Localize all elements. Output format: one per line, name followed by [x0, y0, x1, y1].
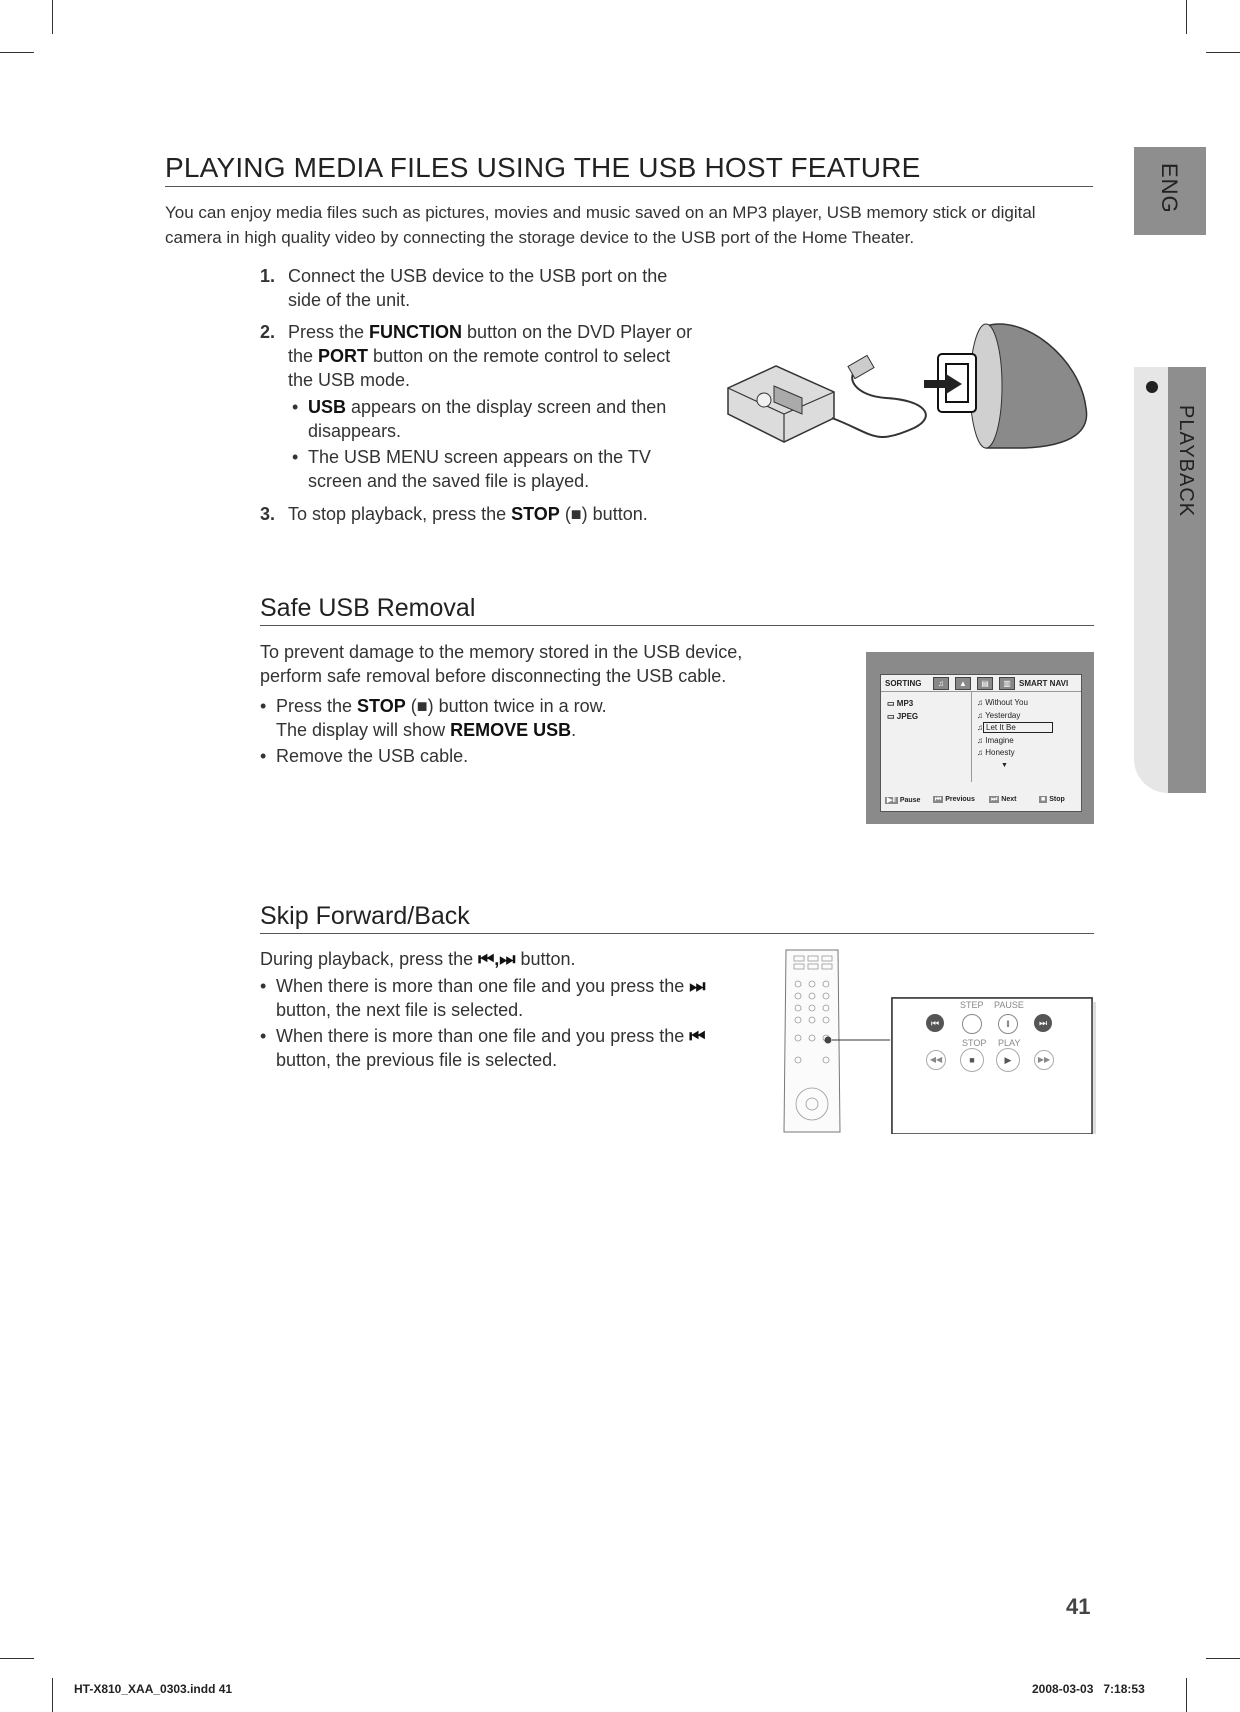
pause-icon: ▶‖: [887, 797, 896, 804]
play-icon[interactable]: ▶: [996, 1048, 1020, 1072]
step-button[interactable]: [962, 1014, 982, 1034]
crop-mark: [0, 1658, 34, 1659]
scroll-down-icon[interactable]: ▼: [1001, 761, 1008, 769]
skip-bullet-1: • When there is more than one file and you press the ⏭ button, the next file is selected.: [260, 976, 706, 1020]
skip-bullet-2: • When there is more than one file and you press the ⏮ button, the previous file is selected.: [260, 1026, 706, 1070]
next-control[interactable]: ⏭ Next: [991, 796, 1017, 803]
folder-item[interactable]: ▭ MP3: [887, 699, 914, 708]
crop-mark: [1206, 1658, 1240, 1659]
folder-icon: ▭: [887, 712, 897, 721]
remote-zoom-panel: [892, 998, 1092, 1134]
page-number: 41: [1066, 1594, 1091, 1619]
bullet-icon: [1146, 381, 1158, 393]
song-item-selected[interactable]: ♫ Let It Be: [977, 722, 1077, 735]
previous-icon: ⏮: [935, 796, 942, 803]
stop-icon: ■: [1041, 796, 1046, 803]
folder-list: [887, 697, 918, 723]
movie-icon: ▤: [977, 677, 993, 690]
skip-heading: Skip Forward/Back: [260, 902, 1094, 934]
song-item[interactable]: ♫ Imagine: [977, 735, 1014, 745]
song-item[interactable]: ♫ Yesterday: [977, 710, 1021, 720]
home-theater-unit-icon: [924, 324, 1087, 448]
crop-mark: [0, 52, 34, 53]
next-icon: ⏭: [991, 796, 998, 803]
stop-label: STOP: [962, 1038, 987, 1048]
song-item[interactable]: ♫ Without You: [977, 698, 1028, 707]
safe-removal-paragraph: To prevent damage to the memory stored in the USB device, perform safe removal before disconnecting the USB cable.: [260, 642, 743, 686]
crop-mark: [52, 1678, 53, 1712]
skip-paragraph: During playback, press the ⏮,⏭ button.: [260, 949, 576, 969]
skip-back-icon[interactable]: ⏮: [926, 1014, 944, 1032]
usb-connection-illustration: [724, 318, 1094, 458]
intro-paragraph: You can enjoy media files such as pictures, movies and music saved on an MP3 player, USB memory stick or digital camera in high quality video by connecting the storage device to the USB port of the Home Theater.: [165, 203, 1036, 247]
step-3: 3. To stop playback, press the STOP (■) button.: [260, 504, 648, 524]
safe-removal-heading: Safe USB Removal: [260, 594, 1094, 626]
mp3-player-icon: [728, 366, 834, 442]
folder-item[interactable]: ▭ JPEG: [887, 712, 919, 721]
step-1: 1. Connect the USB device to the USB port on the side of the unit.: [260, 266, 668, 310]
usb-menu-screen-illustration: [866, 652, 1094, 824]
stop-icon[interactable]: ■: [960, 1048, 984, 1072]
sorting-label: SORTING: [885, 679, 922, 688]
control-bar: [881, 791, 1081, 811]
pause-label: PAUSE: [994, 1000, 1024, 1010]
safe-removal-bullet-2: • Remove the USB cable.: [260, 746, 469, 766]
footer-timestamp: 2008-03-03 7:18:53: [1032, 1682, 1145, 1696]
stop-control[interactable]: ■ Stop: [1041, 796, 1065, 803]
smart-navi-label: SMART NAVI: [1019, 679, 1069, 688]
safe-removal-bullet-1: • Press the STOP (■) button twice in a row. The display will show REMOVE USB.: [260, 696, 607, 740]
skip-forward-icon[interactable]: ⏭: [1034, 1014, 1052, 1032]
previous-control[interactable]: ⏮ Previous: [935, 796, 975, 803]
step-2-bullet-1: • USB appears on the display screen and then disappears.: [292, 397, 667, 441]
crop-mark: [52, 0, 53, 34]
smart-navi-icon: ▥: [999, 677, 1015, 690]
crop-mark: [1186, 0, 1187, 34]
song-list: [977, 697, 1077, 772]
divider: [971, 692, 972, 782]
section-tab-band: [1168, 367, 1206, 793]
pause-icon[interactable]: ‖: [998, 1014, 1018, 1034]
fast-forward-icon[interactable]: ▶▶: [1034, 1050, 1054, 1070]
pause-control[interactable]: ▶‖ Pause: [887, 797, 921, 804]
play-label: PLAY: [998, 1038, 1021, 1048]
section-label: PLAYBACK: [1175, 405, 1197, 518]
photo-icon: ▲: [955, 677, 971, 690]
step-2-bullet-2: • The USB MENU screen appears on the TV screen and the saved file is played.: [292, 447, 651, 491]
step-2: 2. Press the FUNCTION button on the DVD Player or the PORT button on the remote control to select the USB mode.: [260, 322, 693, 390]
rewind-icon[interactable]: ◀◀: [926, 1050, 946, 1070]
crop-mark: [1186, 1678, 1187, 1712]
page-title: PLAYING MEDIA FILES USING THE USB HOST FEATURE: [165, 152, 1093, 187]
eng-tab: ENG: [1134, 147, 1206, 235]
step-label: STEP: [960, 1000, 984, 1010]
footer-file-name: HT-X810_XAA_0303.indd 41: [74, 1682, 233, 1696]
music-icon: ♫: [933, 677, 949, 690]
folder-icon: ▭: [887, 699, 897, 708]
crop-mark: [1206, 52, 1240, 53]
song-item[interactable]: ♫ Honesty: [977, 748, 1015, 757]
